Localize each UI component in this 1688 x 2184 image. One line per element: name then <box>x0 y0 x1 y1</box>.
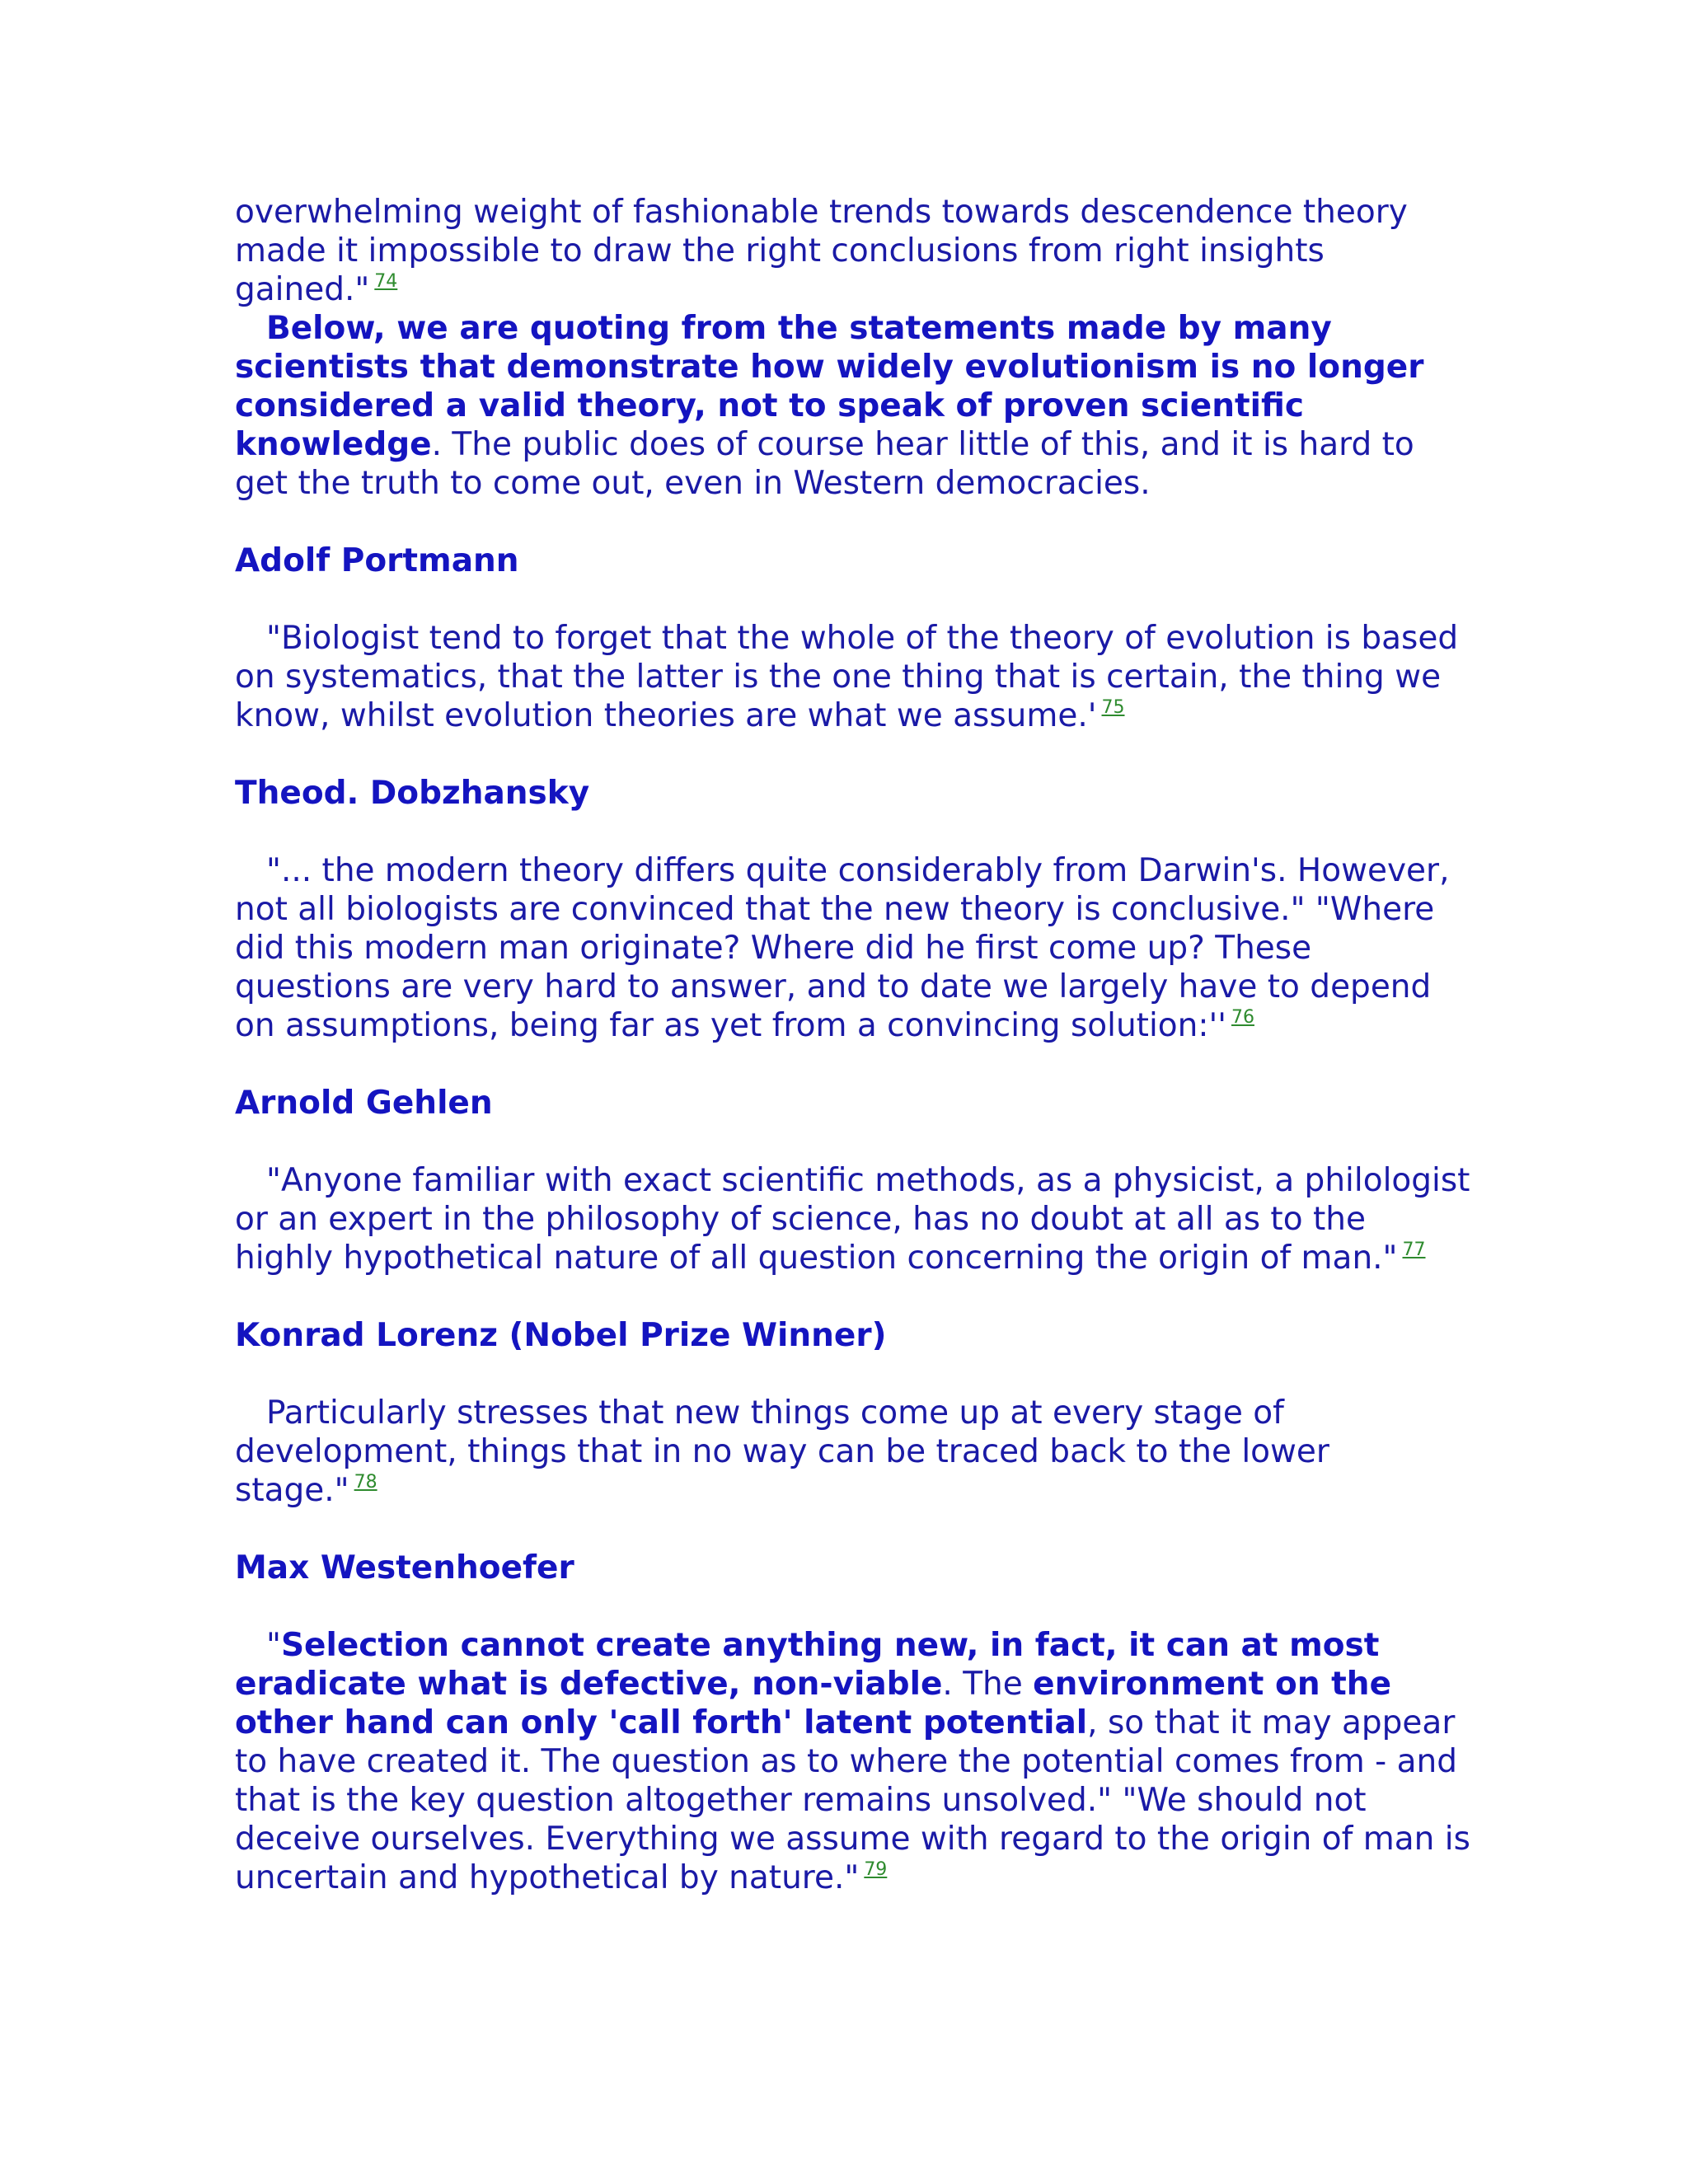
intro-text: overwhelming weight of fashionable trends towards descendence theory made it impossible to draw the right conclusions from right insights gained." <box>235 194 1408 308</box>
quote-gehlen <box>235 1161 1471 1277</box>
footnote-link-79[interactable]: 79 <box>864 1859 888 1880</box>
spacer <box>235 1355 1471 1394</box>
quote-bold-part: environment on the other hand can only 'call forth' latent potential <box>235 1666 1392 1741</box>
quote-bold-part: Selection cannot create anything new, in fact, it can at most eradicate what is defective, non-viable <box>235 1627 1380 1703</box>
footnote-link-76[interactable]: 76 <box>1231 1007 1254 1028</box>
quote-intro-rest: . The public does of course hear little of this, and it is hard to get the truth to come out, even in Western democracies. <box>235 426 1414 502</box>
spacer <box>235 503 1471 541</box>
quote-text-part: , so that it may appear to have created it. The question as to where the potential comes from - and that is the key question altogether remains unsolved." "We should not deceive ourselves. Everything we assume with regard to the origin of man is uncertain and hypothetical by nature." <box>235 1704 1470 1896</box>
quote-text-part: " <box>266 1627 281 1664</box>
section-heading-lorenz: Konrad Lorenz (Nobel Prize Winner) <box>235 1317 887 1354</box>
spacer <box>235 735 1471 774</box>
spacer <box>235 1587 1471 1626</box>
spacer <box>235 813 1471 851</box>
footnote-link-75[interactable]: 75 <box>1101 697 1125 718</box>
section-heading-portmann: Adolf Portmann <box>235 542 519 579</box>
document-page <box>235 193 1471 1897</box>
spacer <box>235 1277 1471 1316</box>
spacer <box>235 580 1471 619</box>
quote-dobzhansky <box>235 851 1471 1045</box>
quote-intro-bold: Below, we are quoting from the statements made by many scientists that demonstrate how widely evolutionism is no longer considered a valid theory, not to speak of proven scientific knowledge <box>235 310 1424 463</box>
footnote-link-78[interactable]: 78 <box>354 1472 377 1493</box>
quote-text: Particularly stresses that new things come up at every stage of development, things that in no way can be traced back to the lower stage." <box>235 1394 1329 1509</box>
quote-text: "Anyone familiar with exact scientific methods, as a physicist, a philologist or an expert in the philosophy of science, has no doubt at all as to the highly hypothetical nature of all question concerning the origin of man." <box>235 1162 1470 1277</box>
spacer <box>235 1510 1471 1549</box>
quote-portmann <box>235 619 1471 735</box>
quote-text: "... the modern theory differs quite considerably from Darwin's. However, not all biologists are convinced that the new theory is conclusive." "Where did this modern man originate? Where did he first come up? These questions are very hard to answer, and to date we largely have to depend on assumptions, being far as yet from a convincing solution:'' <box>235 852 1450 1044</box>
footnote-link-74[interactable]: 74 <box>374 271 398 292</box>
quote-text-part: . The <box>942 1666 1034 1703</box>
quote-westenhoefer <box>235 1626 1471 1897</box>
section-heading-gehlen: Arnold Gehlen <box>235 1085 493 1122</box>
footnote-link-77[interactable]: 77 <box>1402 1240 1426 1260</box>
spacer <box>235 1045 1471 1084</box>
quote-intro-paragraph <box>235 309 1471 503</box>
spacer <box>235 1122 1471 1161</box>
intro-paragraph <box>235 193 1471 309</box>
quote-text: "Biologist tend to forget that the whole of the theory of evolution is based on systematics, that the latter is the one thing that is certain, the thing we know, whilst evolution theories are what we assume.' <box>235 620 1459 734</box>
quote-lorenz <box>235 1394 1471 1510</box>
section-heading-dobzhansky: Theod. Dobzhansky <box>235 775 590 812</box>
section-heading-westenhoefer: Max Westenhoefer <box>235 1549 574 1586</box>
